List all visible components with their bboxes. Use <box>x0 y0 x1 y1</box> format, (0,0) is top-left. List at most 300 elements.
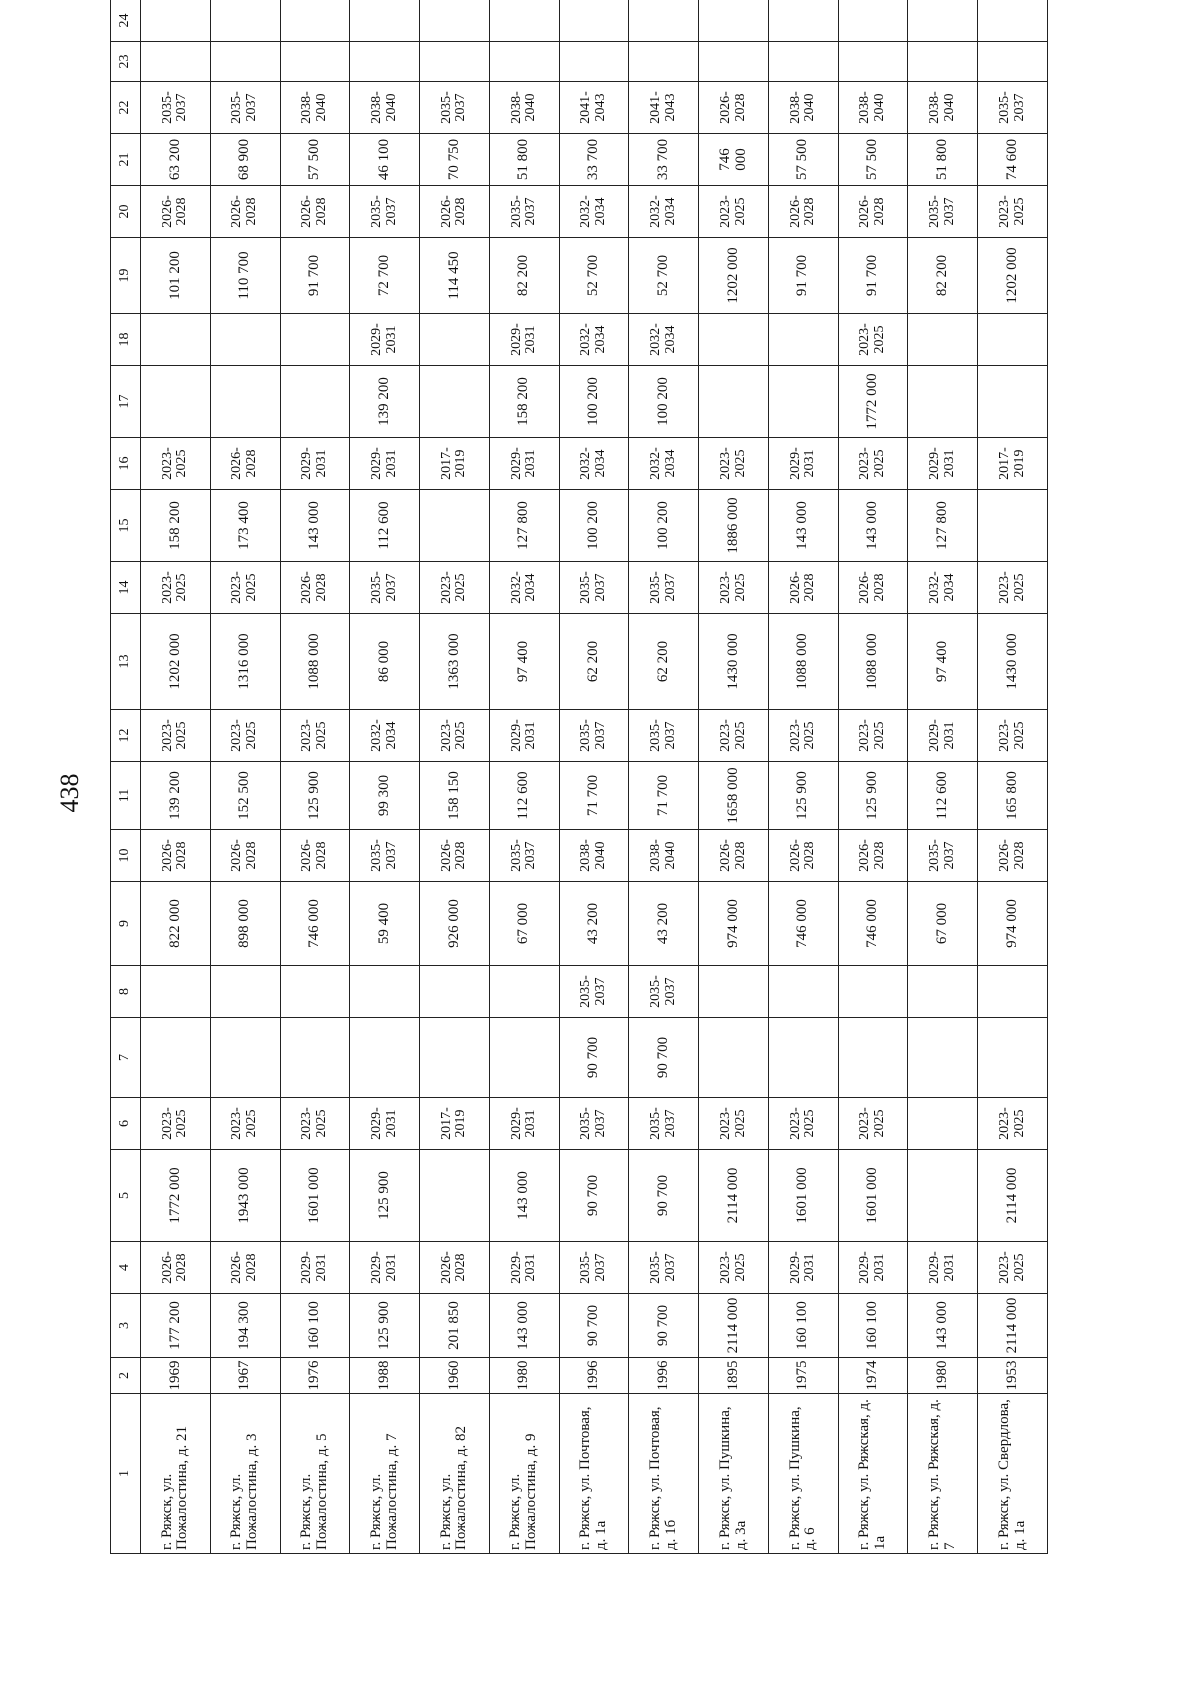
table-cell: 52 700 <box>559 238 629 314</box>
table-cell: 2026-2028 <box>768 562 838 614</box>
table-row <box>559 0 629 1554</box>
table-cell: 2032-2034 <box>489 562 559 614</box>
table-cell: 2035-2037 <box>350 562 420 614</box>
table-cell: 2114 000 <box>699 1294 769 1358</box>
table-cell <box>699 42 769 82</box>
table-cell: 114 450 <box>420 238 490 314</box>
table-cell: 1658 000 <box>699 762 769 830</box>
table-cell: 1960 <box>420 1358 490 1394</box>
table-cell: 90 700 <box>559 1294 629 1358</box>
table-cell: 2023-2025 <box>210 710 280 762</box>
table-cell: 2023-2025 <box>210 562 280 614</box>
table-cell: 160 100 <box>838 1294 908 1358</box>
column-header-10: 10 <box>111 830 141 882</box>
table-cell: 2032-2034 <box>908 562 978 614</box>
table-cell: 1967 <box>210 1358 280 1394</box>
table-cell: 2035-2037 <box>629 966 699 1018</box>
table-cell <box>699 0 769 42</box>
table-cell: 2035-2037 <box>559 562 629 614</box>
table-cell: 2029-2031 <box>908 710 978 762</box>
table-cell: 143 000 <box>489 1294 559 1358</box>
table-cell: 822 000 <box>141 882 211 966</box>
table-cell: 2023-2025 <box>141 562 211 614</box>
table-cell: 2026-2028 <box>420 1242 490 1294</box>
address-cell: г. Ряжск, ул. Пожалостина, д. 3 <box>210 1394 280 1554</box>
table-cell: 139 200 <box>141 762 211 830</box>
table-cell: 2032-2034 <box>350 710 420 762</box>
table-cell: 926 000 <box>420 882 490 966</box>
table-cell <box>350 0 420 42</box>
table-cell <box>420 966 490 1018</box>
table-cell: 2023-2025 <box>210 1098 280 1150</box>
table-cell <box>978 314 1048 366</box>
table-cell: 99 300 <box>350 762 420 830</box>
table-cell <box>280 0 350 42</box>
table-cell: 974 000 <box>978 882 1048 966</box>
table-cell: 2035-2037 <box>559 710 629 762</box>
table-cell: 101 200 <box>141 238 211 314</box>
table-body <box>141 0 1048 1554</box>
table-cell: 110 700 <box>210 238 280 314</box>
address-cell: г. Ряжск, ул. Пожалостина, д. 5 <box>280 1394 350 1554</box>
table-cell: 62 200 <box>559 614 629 710</box>
table-cell: 2038-2040 <box>629 830 699 882</box>
rotated-table-frame <box>110 13 1048 1554</box>
table-cell <box>838 0 908 42</box>
table-cell <box>420 42 490 82</box>
table-cell: 2023-2025 <box>280 1098 350 1150</box>
table-cell <box>699 966 769 1018</box>
table-row <box>908 0 978 1554</box>
table-cell: 72 700 <box>350 238 420 314</box>
table-cell: 112 600 <box>350 490 420 562</box>
table-cell <box>908 1098 978 1150</box>
table-row <box>141 0 211 1554</box>
table-cell: 1974 <box>838 1358 908 1394</box>
column-header-12: 12 <box>111 710 141 762</box>
table-cell: 2032-2034 <box>629 186 699 238</box>
table-cell: 86 000 <box>350 614 420 710</box>
table-cell: 63 200 <box>141 134 211 186</box>
table-cell: 158 200 <box>141 490 211 562</box>
table-cell: 2035-2037 <box>908 186 978 238</box>
table-cell: 2029-2031 <box>908 438 978 490</box>
table-cell: 82 200 <box>908 238 978 314</box>
table-cell: 90 700 <box>559 1018 629 1098</box>
table-cell: 1886 000 <box>699 490 769 562</box>
table-cell: 2026-2028 <box>280 562 350 614</box>
table-cell: 125 900 <box>350 1150 420 1242</box>
table-cell: 2023-2025 <box>699 438 769 490</box>
table-cell: 2038-2040 <box>768 82 838 134</box>
table-cell: 2035-2037 <box>629 562 699 614</box>
table-cell: 2023-2025 <box>978 1242 1048 1294</box>
table-cell: 158 150 <box>420 762 490 830</box>
table-cell <box>141 42 211 82</box>
table-cell: 90 700 <box>629 1018 699 1098</box>
table-cell <box>559 0 629 42</box>
table-cell: 2114 000 <box>978 1150 1048 1242</box>
column-header-17: 17 <box>111 366 141 438</box>
table-cell: 2029-2031 <box>489 438 559 490</box>
table-cell <box>489 966 559 1018</box>
table-cell <box>280 366 350 438</box>
table-cell: 2023-2025 <box>699 1242 769 1294</box>
table-cell: 2029-2031 <box>908 1242 978 1294</box>
table-cell <box>489 1018 559 1098</box>
table-cell <box>280 1018 350 1098</box>
column-header-6: 6 <box>111 1098 141 1150</box>
table-cell <box>699 366 769 438</box>
table-cell: 1772 000 <box>838 366 908 438</box>
table-cell: 2035-2037 <box>629 710 699 762</box>
table-cell: 2023-2025 <box>838 314 908 366</box>
address-cell: г. Ряжск, ул. Свердлова, д. 1а <box>978 1394 1048 1554</box>
table-cell: 46 100 <box>350 134 420 186</box>
column-header-5: 5 <box>111 1150 141 1242</box>
table-cell: 68 900 <box>210 134 280 186</box>
table-cell: 143 000 <box>280 490 350 562</box>
table-cell: 2026-2028 <box>141 186 211 238</box>
table-cell: 2023-2025 <box>141 710 211 762</box>
table-cell <box>978 1018 1048 1098</box>
table-cell: 2029-2031 <box>489 710 559 762</box>
table-row <box>280 0 350 1554</box>
table-cell <box>141 314 211 366</box>
table-cell: 2026-2028 <box>838 562 908 614</box>
table-cell: 2023-2025 <box>699 1098 769 1150</box>
table-cell: 2026-2028 <box>699 830 769 882</box>
table-cell: 160 100 <box>280 1294 350 1358</box>
table-cell <box>629 0 699 42</box>
table-cell: 2035-2037 <box>559 966 629 1018</box>
table-cell: 2029-2031 <box>489 1242 559 1294</box>
table-cell: 2026-2028 <box>210 438 280 490</box>
table-cell: 2023-2025 <box>768 710 838 762</box>
table-cell: 71 700 <box>559 762 629 830</box>
table-cell: 1772 000 <box>141 1150 211 1242</box>
table-cell: 51 800 <box>489 134 559 186</box>
column-header-11: 11 <box>111 762 141 830</box>
table-cell: 125 900 <box>350 1294 420 1358</box>
table-cell: 2023-2025 <box>420 562 490 614</box>
column-header-24: 24 <box>111 0 141 42</box>
table-cell: 33 700 <box>559 134 629 186</box>
table-cell: 2035-2037 <box>559 1242 629 1294</box>
table-cell: 2026-2028 <box>420 186 490 238</box>
table-cell <box>978 42 1048 82</box>
table-cell: 2114 000 <box>978 1294 1048 1358</box>
table-cell: 2023-2025 <box>838 438 908 490</box>
table-cell: 974 000 <box>699 882 769 966</box>
table-cell: 125 900 <box>768 762 838 830</box>
table-cell <box>699 314 769 366</box>
table-cell: 2026-2028 <box>141 830 211 882</box>
table-cell: 2038-2040 <box>559 830 629 882</box>
table-cell: 2029-2031 <box>838 1242 908 1294</box>
table-cell: 2026-2028 <box>210 1242 280 1294</box>
table-cell <box>350 966 420 1018</box>
table-cell: 33 700 <box>629 134 699 186</box>
table-cell: 2023-2025 <box>280 710 350 762</box>
table-cell: 1601 000 <box>768 1150 838 1242</box>
table-cell: 1601 000 <box>838 1150 908 1242</box>
table-cell: 2026-2028 <box>141 1242 211 1294</box>
table-cell: 100 200 <box>629 366 699 438</box>
table-cell: 100 200 <box>559 490 629 562</box>
table-cell <box>210 0 280 42</box>
table-cell: 2035-2037 <box>908 830 978 882</box>
table-cell <box>768 0 838 42</box>
column-header-7: 7 <box>111 1018 141 1098</box>
table-cell: 1088 000 <box>280 614 350 710</box>
table-cell: 160 100 <box>768 1294 838 1358</box>
table-cell: 139 200 <box>350 366 420 438</box>
address-cell: г. Ряжск, ул. Пожалостина, д. 21 <box>141 1394 211 1554</box>
table-cell: 127 800 <box>489 490 559 562</box>
table-cell: 97 400 <box>908 614 978 710</box>
table-cell: 2026-2028 <box>699 82 769 134</box>
table-cell: 2029-2031 <box>350 314 420 366</box>
table-cell: 201 850 <box>420 1294 490 1358</box>
table-cell: 51 800 <box>908 134 978 186</box>
table-cell: 2026-2028 <box>838 186 908 238</box>
table-cell: 1363 000 <box>420 614 490 710</box>
column-header-13: 13 <box>111 614 141 710</box>
table-cell <box>978 366 1048 438</box>
table-cell: 746 000 <box>838 882 908 966</box>
table-cell: 127 800 <box>908 490 978 562</box>
table-cell: 67 000 <box>908 882 978 966</box>
table-row <box>629 0 699 1554</box>
table-cell: 173 400 <box>210 490 280 562</box>
address-cell: г. Ряжск, ул. Почтовая, д. 1б <box>629 1394 699 1554</box>
table-cell: 1976 <box>280 1358 350 1394</box>
column-header-9: 9 <box>111 882 141 966</box>
table-cell: 82 200 <box>489 238 559 314</box>
table-cell: 158 200 <box>489 366 559 438</box>
table-cell <box>350 1018 420 1098</box>
table-cell: 59 400 <box>350 882 420 966</box>
table-cell: 125 900 <box>280 762 350 830</box>
table-row <box>699 0 769 1554</box>
table-cell: 898 000 <box>210 882 280 966</box>
table-cell: 57 500 <box>768 134 838 186</box>
table-cell: 194 300 <box>210 1294 280 1358</box>
table-cell <box>141 1018 211 1098</box>
table-cell: 2032-2034 <box>559 186 629 238</box>
table-cell <box>350 42 420 82</box>
table-cell: 2029-2031 <box>489 1098 559 1150</box>
table-row <box>350 0 420 1554</box>
table-cell: 2038-2040 <box>489 82 559 134</box>
column-header-23: 23 <box>111 42 141 82</box>
table-cell <box>768 42 838 82</box>
table-cell <box>280 314 350 366</box>
table-cell: 62 200 <box>629 614 699 710</box>
table-cell: 2032-2034 <box>629 314 699 366</box>
table-cell: 2023-2025 <box>978 1098 1048 1150</box>
table-cell: 2017-2019 <box>420 1098 490 1150</box>
table-cell: 2026-2028 <box>210 830 280 882</box>
table-row <box>768 0 838 1554</box>
table-cell <box>420 314 490 366</box>
table-cell <box>141 366 211 438</box>
table-cell <box>908 1018 978 1098</box>
table-cell: 1316 000 <box>210 614 280 710</box>
table-cell: 177 200 <box>141 1294 211 1358</box>
address-cell: г. Ряжск, ул. Пожалостина, д. 7 <box>350 1394 420 1554</box>
table-cell <box>699 1018 769 1098</box>
table-cell: 2023-2025 <box>420 710 490 762</box>
table-cell: 70 750 <box>420 134 490 186</box>
table-cell: 2035-2037 <box>629 1098 699 1150</box>
column-header-8: 8 <box>111 966 141 1018</box>
table-cell: 1202 000 <box>141 614 211 710</box>
table-cell: 2032-2034 <box>629 438 699 490</box>
column-header-4: 4 <box>111 1242 141 1294</box>
table-row <box>838 0 908 1554</box>
table-cell: 57 500 <box>280 134 350 186</box>
table-cell: 2038-2040 <box>908 82 978 134</box>
table-cell: 2023-2025 <box>838 1098 908 1150</box>
table-cell <box>489 42 559 82</box>
table-cell <box>978 0 1048 42</box>
table-cell: 2017-2019 <box>978 438 1048 490</box>
table-cell: 1980 <box>908 1358 978 1394</box>
table-cell: 143 000 <box>768 490 838 562</box>
table-cell: 2029-2031 <box>768 438 838 490</box>
table-cell <box>978 490 1048 562</box>
column-header-3: 3 <box>111 1294 141 1358</box>
table-cell: 91 700 <box>768 238 838 314</box>
column-number-header <box>111 0 141 1554</box>
table-cell: 2035-2037 <box>350 830 420 882</box>
table-cell: 2035-2037 <box>420 82 490 134</box>
table-cell: 2035-2037 <box>210 82 280 134</box>
table-cell: 2029-2031 <box>350 1098 420 1150</box>
table-cell <box>908 0 978 42</box>
table-cell: 91 700 <box>280 238 350 314</box>
table-cell: 2023-2025 <box>699 562 769 614</box>
table-cell <box>768 1018 838 1098</box>
table-cell <box>210 1018 280 1098</box>
table-cell <box>141 966 211 1018</box>
table-cell: 2026-2028 <box>280 830 350 882</box>
table-cell: 2026-2028 <box>420 830 490 882</box>
table-cell: 1975 <box>768 1358 838 1394</box>
table-cell: 112 600 <box>908 762 978 830</box>
column-header-16: 16 <box>111 438 141 490</box>
address-cell: г. Ряжск, ул. Пушкина, д. 6 <box>768 1394 838 1554</box>
page-number: 438 <box>55 773 84 813</box>
table-cell: 2029-2031 <box>280 1242 350 1294</box>
table-cell: 71 700 <box>629 762 699 830</box>
table-cell: 1980 <box>489 1358 559 1394</box>
table-cell <box>420 1150 490 1242</box>
table-cell: 746 000 <box>768 882 838 966</box>
table-row <box>420 0 490 1554</box>
table-cell: 1895 <box>699 1358 769 1394</box>
column-header-22: 22 <box>111 82 141 134</box>
table-cell <box>210 314 280 366</box>
column-header-18: 18 <box>111 314 141 366</box>
table-cell: 2029-2031 <box>350 438 420 490</box>
table-cell <box>280 966 350 1018</box>
table-cell: 2035-2037 <box>629 1242 699 1294</box>
table-cell <box>210 366 280 438</box>
table-cell: 100 200 <box>559 366 629 438</box>
address-cell: г. Ряжск, ул. Пушкина, д. 3а <box>699 1394 769 1554</box>
table-cell: 1088 000 <box>768 614 838 710</box>
table-cell: 2026-2028 <box>978 830 1048 882</box>
address-cell: г. Ряжск, ул. Ряжская, д. 7 <box>908 1394 978 1554</box>
table-cell: 100 200 <box>629 490 699 562</box>
address-cell: г. Ряжск, ул. Почтовая, д. 1а <box>559 1394 629 1554</box>
table-cell <box>978 966 1048 1018</box>
table-cell: 2038-2040 <box>838 82 908 134</box>
table-cell <box>838 42 908 82</box>
table-cell <box>420 366 490 438</box>
table-cell <box>908 1150 978 1242</box>
table-cell: 2114 000 <box>699 1150 769 1242</box>
table-cell: 112 600 <box>489 762 559 830</box>
table-cell: 2041-2043 <box>629 82 699 134</box>
table-cell: 2026-2028 <box>768 830 838 882</box>
table-cell: 2029-2031 <box>768 1242 838 1294</box>
table-cell: 2035-2037 <box>978 82 1048 134</box>
table-cell <box>489 0 559 42</box>
table-cell <box>141 0 211 42</box>
table-cell: 2023-2025 <box>978 186 1048 238</box>
table-cell: 1996 <box>629 1358 699 1394</box>
table-cell <box>838 966 908 1018</box>
table-container <box>110 13 1048 1554</box>
table-cell: 2023-2025 <box>838 710 908 762</box>
table-cell: 90 700 <box>629 1294 699 1358</box>
table-cell <box>838 1018 908 1098</box>
table-cell: 2035-2037 <box>489 830 559 882</box>
table-cell: 2023-2025 <box>978 710 1048 762</box>
table-cell <box>210 42 280 82</box>
table-cell: 143 000 <box>838 490 908 562</box>
table-cell: 2026-2028 <box>838 830 908 882</box>
table-cell: 52 700 <box>629 238 699 314</box>
table-cell: 1969 <box>141 1358 211 1394</box>
table-cell <box>559 42 629 82</box>
table-cell: 2026-2028 <box>768 186 838 238</box>
table-cell: 90 700 <box>629 1150 699 1242</box>
table-cell: 57 500 <box>838 134 908 186</box>
table-cell: 1430 000 <box>978 614 1048 710</box>
table-cell <box>768 966 838 1018</box>
table-cell: 2029-2031 <box>280 438 350 490</box>
table-cell: 746 000 <box>280 882 350 966</box>
table-cell: 2017-2019 <box>420 438 490 490</box>
table-cell: 2023-2025 <box>141 1098 211 1150</box>
column-header-1: 1 <box>111 1394 141 1554</box>
table-cell: 91 700 <box>838 238 908 314</box>
column-header-21: 21 <box>111 134 141 186</box>
table-cell: 2026-2028 <box>210 186 280 238</box>
table-cell <box>420 1018 490 1098</box>
table-cell <box>908 966 978 1018</box>
repair-schedule-table <box>110 0 1048 1554</box>
table-cell: 2023-2025 <box>141 438 211 490</box>
column-header-14: 14 <box>111 562 141 614</box>
table-cell: 1943 000 <box>210 1150 280 1242</box>
table-cell: 746 000 <box>699 134 769 186</box>
